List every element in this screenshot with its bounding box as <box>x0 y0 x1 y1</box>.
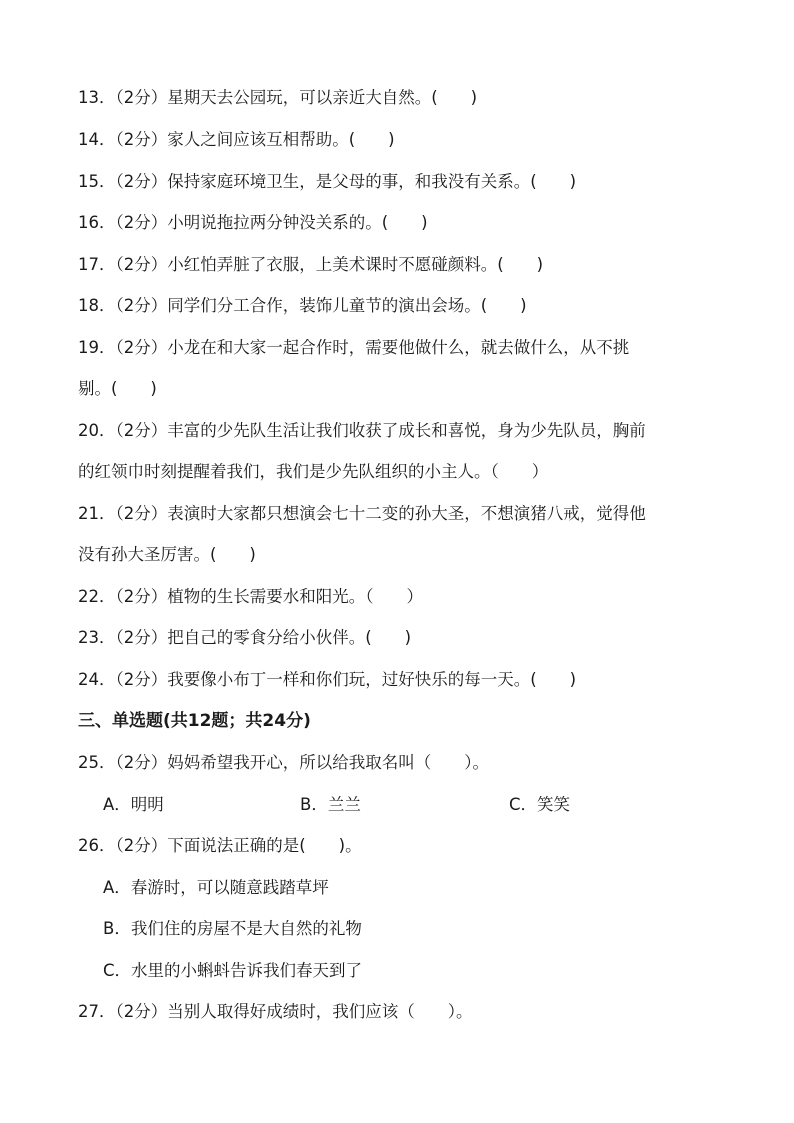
question-15: 15．（2分）保持家庭环境卫生，是父母的事，和我没有关系。( ) <box>78 172 577 191</box>
question-22: 22．（2分）植物的生长需要水和阳光。（ ） <box>78 587 423 606</box>
question-26: 26．（2分）下面说法正确的是( )。 <box>78 836 362 855</box>
question-18: 18．（2分）同学们分工合作，装饰儿童节的演出会场。( ) <box>78 296 527 315</box>
question-23: 23．（2分）把自己的零食分给小伙伴。( ) <box>78 628 412 647</box>
q25-option-a: A．明明 <box>103 795 164 814</box>
question-19-line2: 剔。( ) <box>78 379 157 398</box>
question-13: 13．（2分）星期天去公园玩，可以亲近大自然。( ) <box>78 88 478 107</box>
q25-option-c: C．笑笑 <box>509 795 571 814</box>
q26-option-c: C．水里的小蝌蚪告诉我们春天到了 <box>103 961 363 980</box>
question-27: 27．（2分）当别人取得好成绩时，我们应该（ ）。 <box>78 1002 473 1021</box>
question-17: 17．（2分）小红怕弄脏了衣服，上美术课时不愿碰颜料。( ) <box>78 255 544 274</box>
q25-option-b: B．兰兰 <box>300 795 361 814</box>
question-20-line2: 的红领巾时刻提醒着我们，我们是少先队组织的小主人。（ ） <box>78 462 549 481</box>
question-19-line1: 19．（2分）小龙在和大家一起合作时，需要他做什么，就去做什么，从不挑 <box>78 338 630 357</box>
question-21-line2: 没有孙大圣厉害。( ) <box>78 545 256 564</box>
q26-option-b: B．我们住的房屋不是大自然的礼物 <box>103 919 362 938</box>
question-16: 16．（2分）小明说拖拉两分钟没关系的。( ) <box>78 213 428 232</box>
question-21-line1: 21．（2分）表演时大家都只想演会七十二变的孙大圣，不想演猪八戒，觉得他 <box>78 504 646 523</box>
section-title: 三、单选题(共12题；共24分) <box>78 711 311 731</box>
question-14: 14．（2分）家人之间应该互相帮助。( ) <box>78 130 395 149</box>
question-25: 25．（2分）妈妈希望我开心，所以给我取名叫（ ）。 <box>78 753 489 772</box>
q26-option-a: A．春游时，可以随意践踏草坪 <box>103 878 329 897</box>
question-24: 24．（2分）我要像小布丁一样和你们玩，过好快乐的每一天。( ) <box>78 670 577 689</box>
question-20-line1: 20．（2分）丰富的少先队生活让我们收获了成长和喜悦，身为少先队员，胸前 <box>78 421 646 440</box>
